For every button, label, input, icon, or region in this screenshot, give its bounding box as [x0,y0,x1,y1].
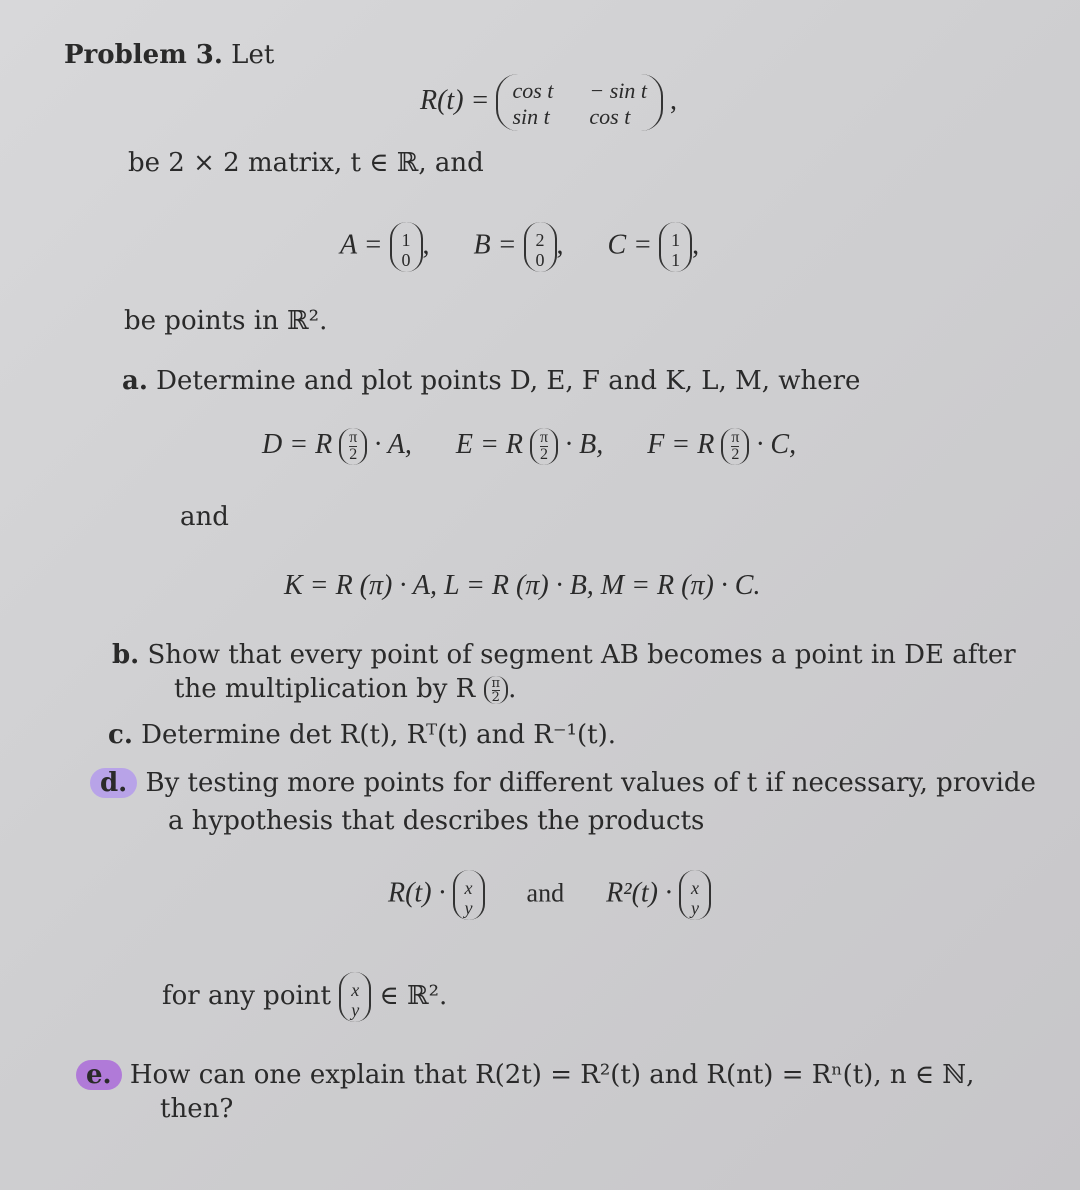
part-d-line1: By testing more points for different values of t if necessary, provide [145,768,1036,798]
part-a-equations-1 [262,428,796,465]
part-b [112,640,1016,670]
point-a-label: A = [340,229,383,261]
part-e-line2: then? [160,1094,234,1124]
separator: , [692,229,700,261]
problem-title: Problem 3. [64,40,223,70]
matrix-description: be 2 × 2 matrix, t ∈ ℝ, and [128,148,484,178]
vec-entry: 1 [401,230,411,250]
eq-d-arg [339,428,367,465]
problem-intro: Let [231,40,275,70]
frac-num: π [731,429,740,446]
point-vector [339,972,371,1022]
part-e-label: e. [76,1060,122,1090]
part-a [122,366,860,396]
matrix-entry: cos t [589,104,631,129]
point-a-vector [390,222,423,272]
vec-entry: y [464,898,473,918]
eq-d-lhs: D = R [262,428,333,460]
eq-f-rhs: · C, [756,428,797,460]
matrix-entry: cos t [512,78,554,103]
product-1-label: R(t) · [388,877,446,909]
part-a-and: and [180,502,229,532]
matrix-entry: − sin t [589,78,648,103]
eq-f-lhs: F = R [647,428,715,460]
separator: , [556,229,564,261]
frac-num: π [349,429,358,446]
frac-den: 2 [540,446,549,463]
part-a-text: Determine and plot points D, E, F and K, L, M, where [156,366,861,396]
part-e [76,1060,974,1090]
point-c-vector [659,222,692,272]
eq-f-arg [721,428,749,465]
vec-entry: 1 [671,250,681,270]
matrix-end: , [670,84,678,116]
vec-entry: 0 [401,250,411,270]
part-b-line2-wrap [174,674,516,704]
points-description: be points in ℝ². [124,306,328,336]
points-definition [340,222,699,272]
part-b-line1: Show that every point of segment AB becomes a point in DE after [147,640,1016,670]
vec-entry: 0 [535,250,545,270]
point-b-label: B = [473,229,517,261]
for-any-text: for any point [162,981,331,1011]
point-b-vector [524,222,557,272]
vec-entry: x [691,878,700,898]
problem-header [64,40,274,70]
part-d-label: d. [90,768,137,798]
part-d-for-any [162,972,447,1022]
product-2-vector [679,870,711,920]
products-and: and [526,878,565,908]
point-c-label: C = [607,229,653,261]
part-b-end: . [508,674,517,704]
eq-e-rhs: · B, [565,428,604,460]
matrix-parens [496,74,663,131]
vec-entry: y [691,898,700,918]
frac-den: 2 [349,446,358,463]
r-label: R(t) = [420,84,490,116]
product-1-vector [453,870,485,920]
eq-e-arg [530,428,558,465]
part-a-equations-2: K = R (π) · A, L = R (π) · B, M = R (π) · C. [284,570,761,601]
part-c-label: c. [108,720,133,750]
part-d [90,768,1036,798]
frac-den: 2 [491,689,500,705]
part-e-line1: How can one explain that R(2t) = R²(t) and R(nt) = Rⁿ(t), n ∈ ℕ, [129,1060,975,1090]
vec-entry: x [464,878,473,898]
vec-entry: 2 [535,230,545,250]
in-r2-text: ∈ ℝ². [379,981,448,1011]
product-2-label: R²(t) · [606,877,673,909]
matrix-entry: sin t [512,104,550,129]
part-c [108,720,616,750]
eq-e-lhs: E = R [455,428,524,460]
vec-entry: x [351,980,360,1000]
frac-num: π [491,675,501,691]
rotation-matrix-definition [420,74,677,131]
frac-den: 2 [731,446,740,463]
part-d-line2: a hypothesis that describes the products [168,806,705,836]
separator: , [422,229,430,261]
part-b-label: b. [112,640,140,670]
part-b-arg [484,676,509,704]
vec-entry: y [351,1000,360,1020]
matrix-entries [512,79,647,129]
part-a-label: a. [122,366,148,396]
frac-num: π [540,429,549,446]
vec-entry: 1 [671,230,681,250]
eq-d-rhs: · A, [374,428,412,460]
part-b-line2: the multiplication by R [174,674,476,704]
part-c-text: Determine det R(t), Rᵀ(t) and R⁻¹(t). [141,720,616,750]
part-d-products [388,870,711,920]
